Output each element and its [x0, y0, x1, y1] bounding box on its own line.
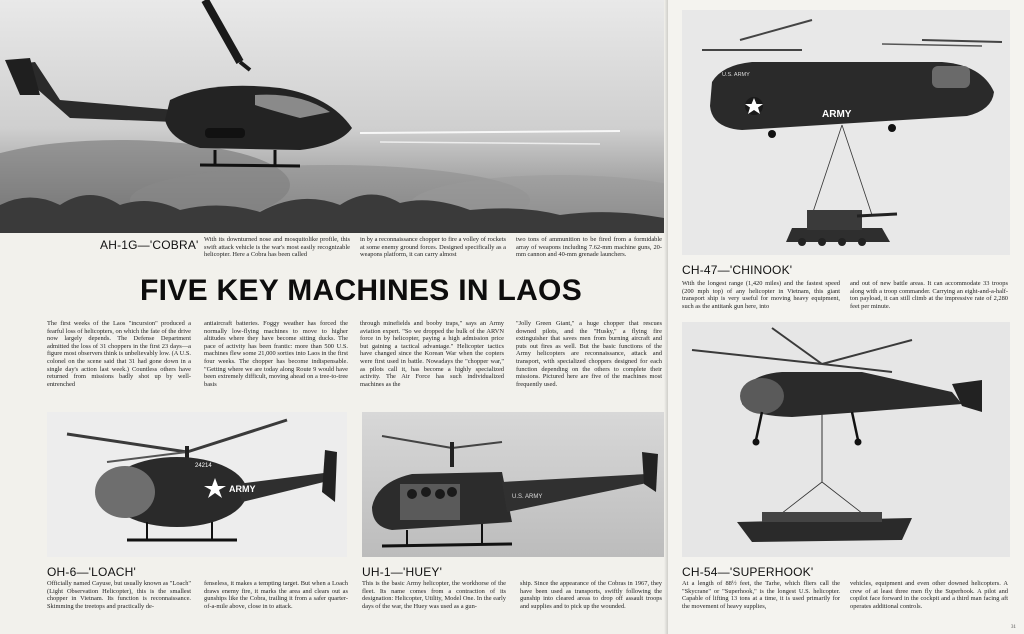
superhook-text-col-2: vehicles, equipment and even other downed helicopters. A crew of at least three men fly the Superhook. A pilot and copilot face forward in the cockpit and a third man facing aft operates additional controls. — [850, 580, 1008, 610]
cobra-caption: AH-1G—'COBRA' — [100, 238, 199, 252]
loach-tail-number: 24214 — [195, 463, 212, 469]
superhook-caption: CH-54—'SUPERHOOK' — [682, 565, 814, 579]
superhook-photo — [682, 322, 1010, 557]
loach-photo — [47, 412, 347, 557]
huey-text-col-2: ship. Since the appearance of the Cobras in 1967, they have been used as transports, swiftly following the gunship into cleared areas to drop off assault troops and supplies and to pick up the wounded. — [520, 580, 662, 610]
right-page — [668, 0, 1024, 634]
chinook-photo — [682, 10, 1010, 255]
chinook-text-col-1: With the longest range (1,420 miles) and the fastest speed (200 mph top) of any helicopter in Vietnam, this giant transport ship is very useful for moving heavy equipment, such as the antitank gun here, into — [682, 280, 840, 310]
cobra-text-col-3: two tons of ammunition to be fired from a formidable array of weapons including 7.62-mm machine guns, 20-mm cannon and 40-mm grenade launchers. — [516, 236, 662, 259]
loach-caption: OH-6—'LOACH' — [47, 565, 136, 579]
cobra-text-col-2: in by a reconnaissance chopper to fire a volley of rockets at some enemy ground forces. Designed specifically as a weapons platform, it can carry almost — [360, 236, 506, 259]
chinook-caption: CH-47—'CHINOOK' — [682, 263, 793, 277]
loach-text-col-2: fenseless, it makes a tempting target. But when a Loach draws enemy fire, it marks the area and clears out as gunships like the Cobra, trailing it from a safer quarter-of-a-mile above, close in to attack. — [204, 580, 348, 610]
article-col-4: "Jolly Green Giant," a huge chopper that rescues downed pilots, and the "Husky," a flying fire extinguisher that saves men from burning aircraft and puts out fires as well. But the basic functions of the Army helicopters are reconnaissance, attack and transport, with specialized choppers designed for each function depending on the others to complete their missions. Pictured here are five of the machines most frequently used. — [516, 320, 662, 388]
article-col-2: antiaircraft batteries. Foggy weather has forced the normally low-flying machines to move to higher altitudes where they have become sitting ducks. The pace of activity has been frantic: more than 500 U.S. machines flew some 21,000 sorties into Laos in the first four weeks. The chopper has become indispensable. "Getting where we are today along Route 9 would have been extremely difficult, moving ahead on a tree-to-tree basis — [204, 320, 348, 388]
huey-text-col-1: This is the basic Army helicopter, the workhorse of the fleet. Its name comes from a contraction of its designation: Helicopter, Utility, Model One. In the early days of the war, the Huey was used as a gun- — [362, 580, 506, 610]
headline: FIVE KEY MACHINES IN LAOS — [140, 274, 583, 307]
chinook-top-marking: U.S. ARMY — [722, 72, 750, 78]
loach-army-marking: ARMY — [229, 484, 256, 494]
page-number: 31 — [1011, 625, 1016, 630]
loach-text-col-1: Officially named Cayuse, but usually known as "Loach" (Light Observation Helicopter), this is the smallest chopper in Vietnam. Its function is reconnaissance. Skimming the treetops and practically de- — [47, 580, 191, 610]
huey-caption: UH-1—'HUEY' — [362, 565, 443, 579]
article-col-3: through minefields and booby traps," says an Army aviation expert. "So we dropped the bulk of the ARVN force in by helicopter, paying a high admission price but gaining a tactical advantage." Helicopter tactics have changed since the Korean War when the copters were first used in battle. Nowadays the "chopper war," as pilots call it, has become a highly specialized activity. The Air Force has such individualized machines as the — [360, 320, 504, 388]
huey-tail-marking: U.S. ARMY — [512, 494, 543, 500]
chinook-army-marking: ARMY — [822, 109, 852, 120]
cobra-photo — [0, 0, 664, 233]
chinook-text-col-2: and out of new battle areas. It can accommodate 33 troops along with a troop commander. Carrying an eight-and-a-half-ton payload, it can still climb at the impressive rate of 2,280 feet per minute. — [850, 280, 1008, 310]
superhook-text-col-1: At a length of 88½ feet, the Tarhe, which fliers call the "Skycrane" or "Superhook," is the longest U.S. helicopter. Capable of lifting 13 tons at a time, it is used primarily for the movement of heavy supplies, — [682, 580, 840, 610]
article-col-1: The first weeks of the Laos "incursion" produced a fearful loss of helicopters, on which the fate of the drive now largely depends. The Defense Department admitted the loss of 31 choppers in the first 23 days—a figure most observers think is unbelievably low. (A U.S. colonel on the scene said that 31 had gone down in a single day's action last week.) Countless others have returned from missions badly shot up by well-entrenched — [47, 320, 191, 388]
cobra-text-col-1: With its downturned nose and mosquitolike profile, this swift attack vehicle is the war's most easily recognizable helicopter. Here a Cobra has been called — [204, 236, 350, 259]
huey-photo — [362, 412, 664, 557]
